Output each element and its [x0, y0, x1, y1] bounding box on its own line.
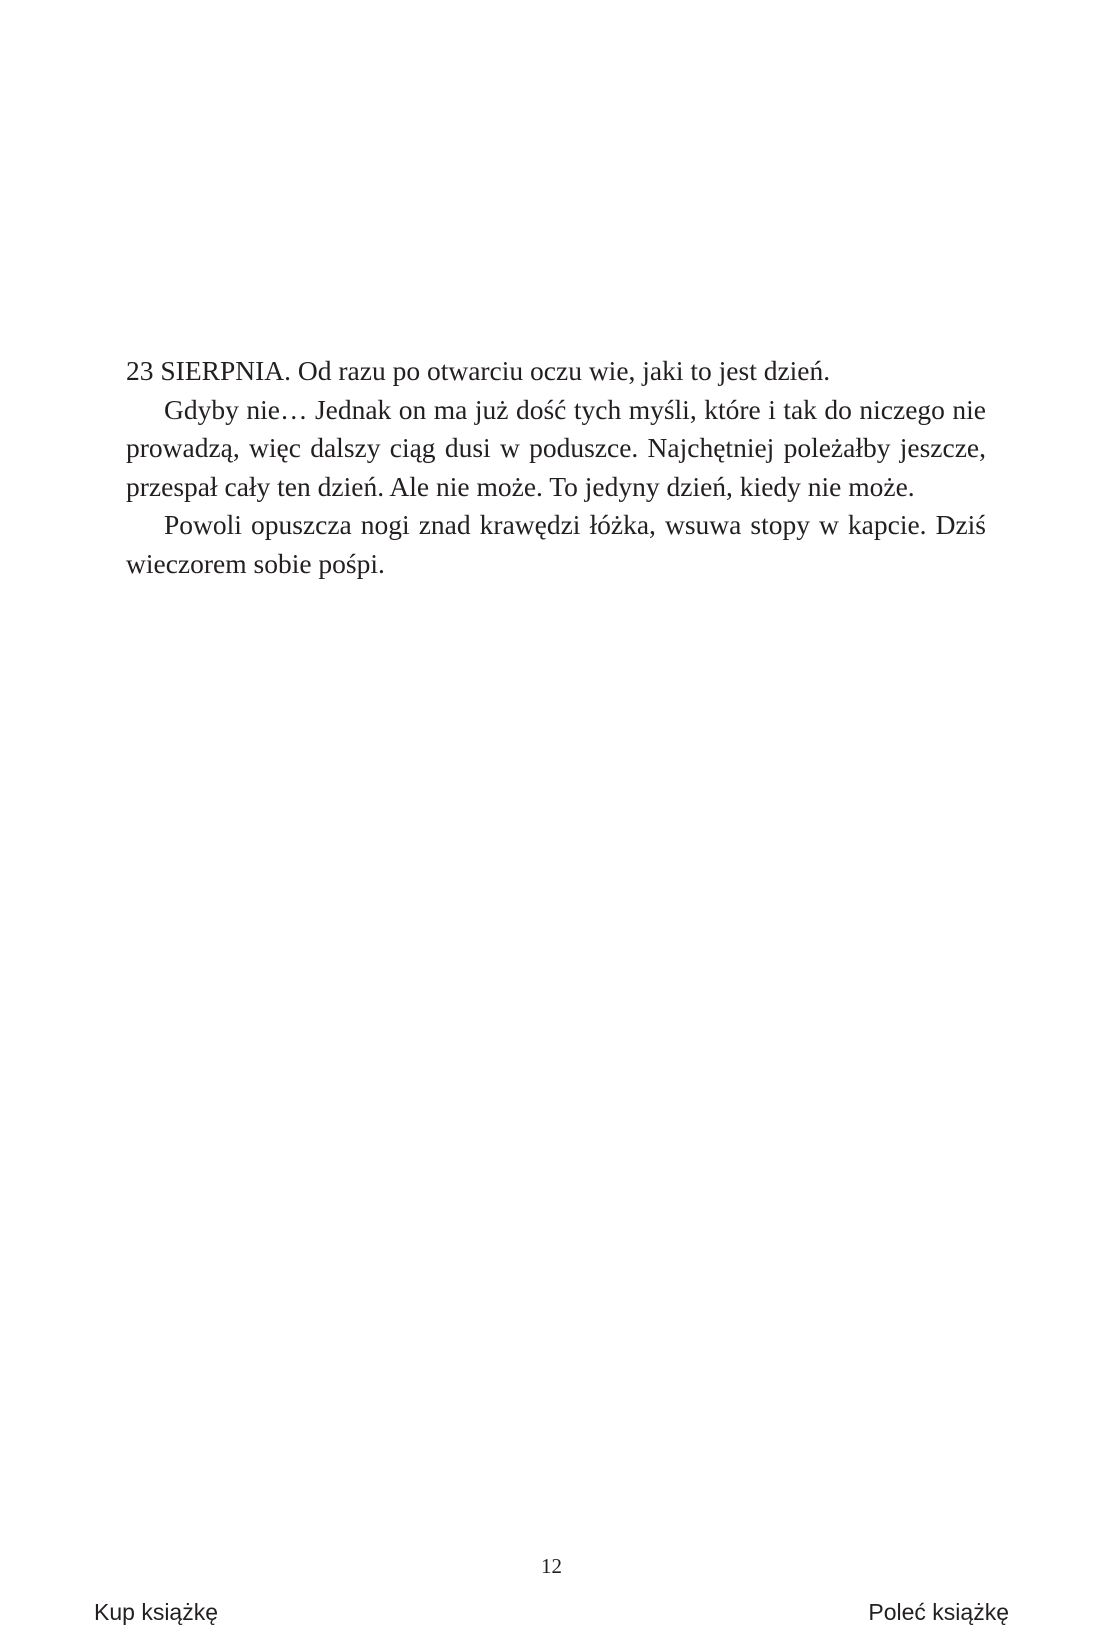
paragraph: Powoli opuszcza nogi znad krawędzi łóżka, wsuwa stopy w kapcie. Dziś wieczorem sobie pośpi.	[126, 509, 986, 579]
recommend-book-link[interactable]: Poleć książkę	[868, 1599, 1009, 1625]
paragraph-opening: 23 SIERPNIA. Od razu po otwarciu oczu wie, jaki to jest dzień.	[126, 355, 831, 386]
paragraph: Gdyby nie… Jednak on ma już dość tych myśli, które i tak do niczego nie prowadzą, więc dalszy ciąg dusi w poduszce. Najchętniej poleżałby jeszcze, przespał cały ten dzień. Ale nie może. To jedyny dzień, kiedy nie może.	[126, 393, 986, 502]
buy-book-link[interactable]: Kup książkę	[94, 1599, 219, 1625]
chapter-text	[126, 352, 986, 583]
page-number: 12	[541, 1554, 562, 1578]
